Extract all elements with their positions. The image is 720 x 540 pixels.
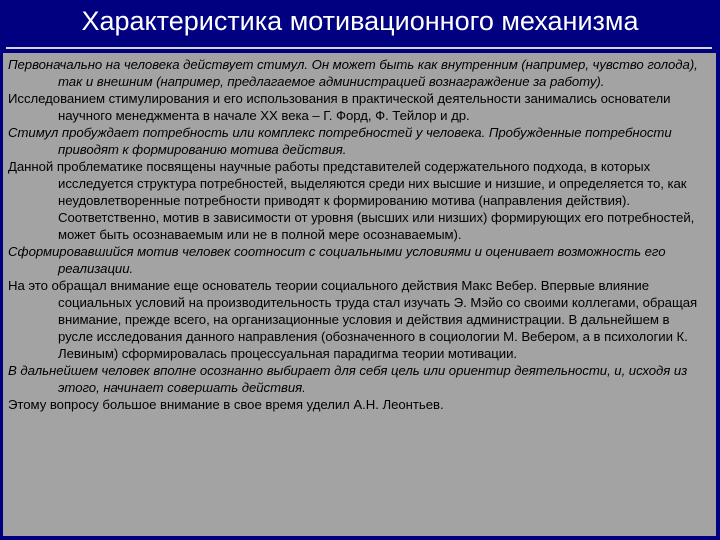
slide-title: Характеристика мотивационного механизма: [81, 6, 639, 36]
paragraph-4: Данной проблематике посвящены научные работы представителей содержательного подхода, в которых исследуется структура потребностей, выделяются среди них высшие и низшие, и определяется то, как неудовлетворенные потребности приводят к формированию мотива (направления действия). Соответственно, мотив в зависимости от уровня (высших или низших) формирующих его потребностей, может быть осознаваемым или не в полной мере осознаваемым).: [8, 159, 695, 242]
paragraph-7: В дальнейшем человек вполне осознанно выбирает для себя цель или ориентир деятельности, и, исходя из этого, начинает совершать действия.: [8, 363, 688, 395]
title-divider: [6, 47, 712, 49]
paragraph-8: Этому вопросу большое внимание в свое время уделил А.Н. Леонтьев.: [8, 397, 444, 412]
paragraph-1: Первоначально на человека действует стимул. Он может быть как внутренним (например, чувство голода), так и внешним (например, предлагаемое администрацией вознаграждение за работу).: [8, 57, 698, 89]
paragraph-2: Исследованием стимулирования и его использования в практической деятельности занимались основатели научного менеджмента в начале XX века – Г. Форд, Ф. Тейлор и др.: [8, 91, 671, 123]
paragraph-5: Сформировавшийся мотив человек соотносит с социальными условиями и оценивает возможность его реализации.: [8, 244, 666, 276]
content-box: [3, 53, 716, 536]
paragraph-3: Стимул пробуждает потребность или комплекс потребностей у человека. Пробужденные потребности приводят к формированию мотива действия.: [8, 125, 672, 157]
paragraph-6: На это обращал внимание еще основатель теории социального действия Макс Вебер. Впервые влияние социальных условий на производительность труда стал изучать Э. Мэйо со своими коллегами, обращая внимание, прежде всего, на организационные условия и действия администрации. В дальнейшем в русле исследования данного направления (обозначенного в социологии М. Вебером, а в психологии К. Левиным) сформировалась процессуальная парадигма теории мотивации.: [8, 278, 698, 361]
